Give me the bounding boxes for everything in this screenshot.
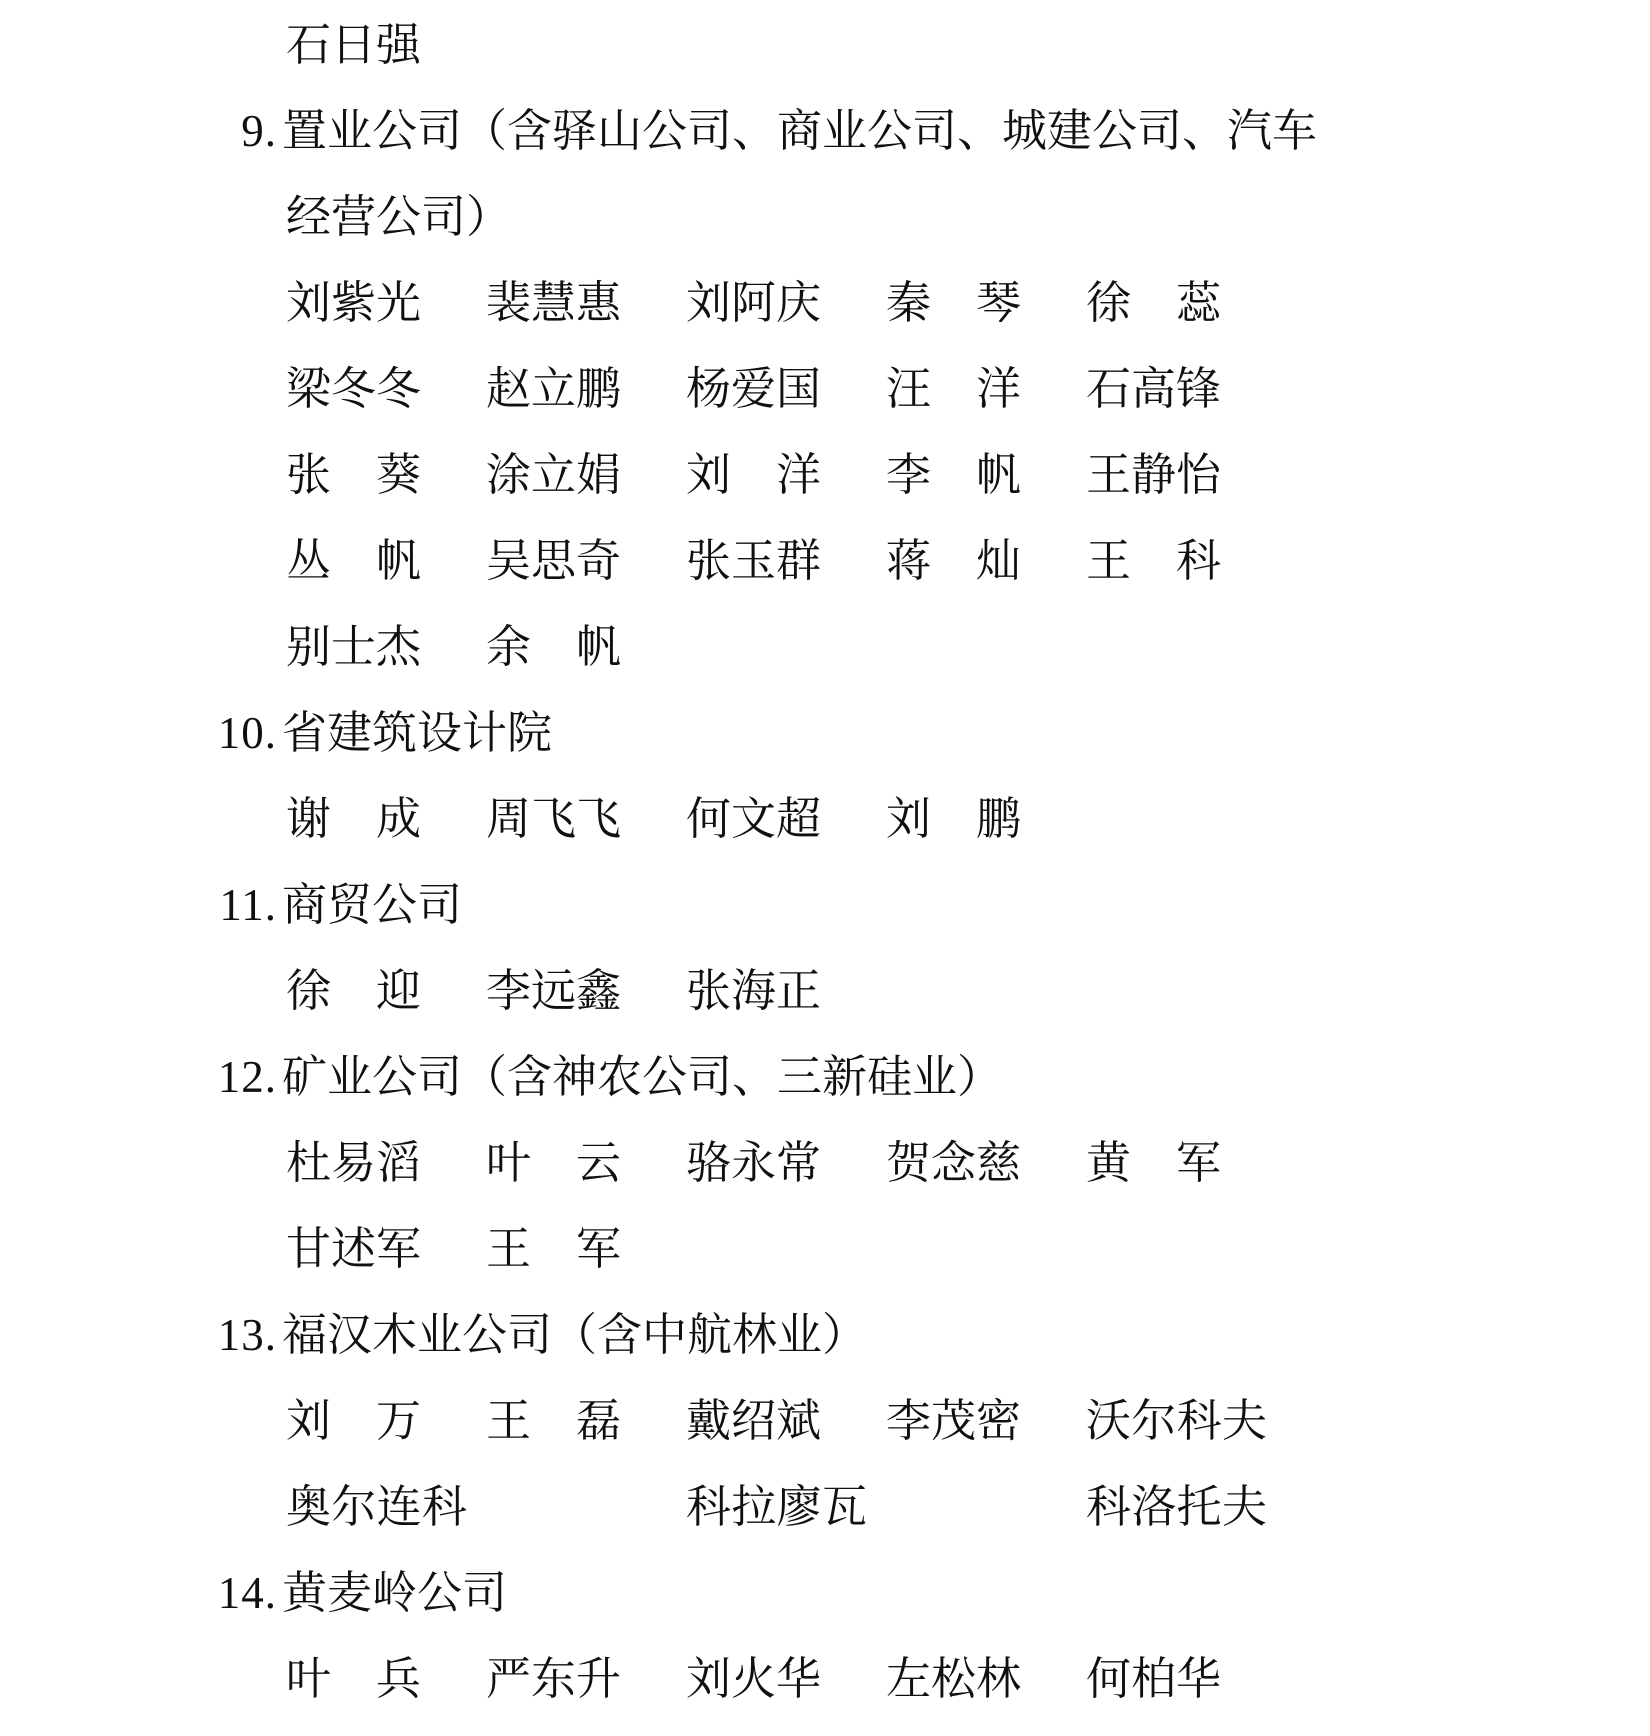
person-name: 何文超 xyxy=(686,794,822,844)
person-name: 奥尔连科 xyxy=(286,1482,467,1532)
person-name: 石高锋 xyxy=(1086,364,1222,414)
name-row xyxy=(0,948,1650,1034)
person-name: 甘述军 xyxy=(286,1224,422,1274)
name-row xyxy=(0,1378,1650,1464)
person-name: 科洛托夫 xyxy=(1086,1482,1267,1532)
person-name: 张海正 xyxy=(686,966,822,1016)
name-row xyxy=(0,518,1650,604)
person-name: 别士杰 xyxy=(286,622,422,672)
name-row xyxy=(0,260,1650,346)
name-row xyxy=(0,604,1650,690)
name-row xyxy=(0,432,1650,518)
person-name: 秦琴 xyxy=(886,278,1021,328)
person-name: 余帆 xyxy=(486,622,621,672)
person-name: 左松林 xyxy=(886,1654,1022,1704)
name-row xyxy=(0,346,1650,432)
person-name: 蒋灿 xyxy=(886,536,1021,586)
person-name: 周飞飞 xyxy=(486,794,622,844)
person-name: 刘鹏 xyxy=(886,794,1021,844)
person-name: 刘紫光 xyxy=(286,278,422,328)
person-name: 严东升 xyxy=(486,1654,622,1704)
person-name: 何柏华 xyxy=(1086,1654,1222,1704)
person-name: 王磊 xyxy=(486,1396,621,1446)
section-heading-line xyxy=(0,862,1650,948)
section-title: 黄麦岭公司 xyxy=(282,1568,508,1618)
section-number: 10. xyxy=(217,708,277,758)
section-title: 商贸公司 xyxy=(282,880,463,930)
person-name: 黄军 xyxy=(1086,1138,1221,1188)
person-name: 李帆 xyxy=(886,450,1021,500)
person-name: 王静怡 xyxy=(1086,450,1222,500)
name-row xyxy=(0,2,1650,88)
person-name: 刘火华 xyxy=(686,1654,822,1704)
person-name: 丛帆 xyxy=(286,536,421,586)
name-row xyxy=(0,1120,1650,1206)
section-heading-line xyxy=(0,1292,1650,1378)
person-name: 汪洋 xyxy=(886,364,1021,414)
person-name: 王军 xyxy=(486,1224,621,1274)
section-title: 省建筑设计院 xyxy=(282,708,553,758)
person-name: 张玉群 xyxy=(686,536,822,586)
person-name: 叶兵 xyxy=(286,1654,421,1704)
person-name: 沃尔科夫 xyxy=(1086,1396,1267,1446)
person-name: 骆永常 xyxy=(686,1138,822,1188)
section-number: 13. xyxy=(217,1310,277,1360)
person-name: 刘阿庆 xyxy=(686,278,822,328)
person-name: 科拉廖瓦 xyxy=(686,1482,867,1532)
person-name: 徐迎 xyxy=(286,966,421,1016)
section-title-continuation: 经营公司） xyxy=(286,192,512,242)
section-heading-line xyxy=(0,690,1650,776)
person-name: 刘万 xyxy=(286,1396,421,1446)
section-heading-line xyxy=(0,88,1650,174)
person-name: 刘洋 xyxy=(686,450,821,500)
section-title: 福汉木业公司（含中航林业） xyxy=(282,1310,868,1360)
section-title-continuation-line xyxy=(0,174,1650,260)
name-row xyxy=(0,1206,1650,1292)
person-name: 杨爱国 xyxy=(686,364,822,414)
person-name: 涂立娟 xyxy=(486,450,622,500)
section-number: 12. xyxy=(217,1052,277,1102)
person-name: 赵立鹏 xyxy=(486,364,622,414)
section-title: 置业公司（含驿山公司、商业公司、城建公司、汽车 xyxy=(282,106,1318,156)
person-name: 李远鑫 xyxy=(486,966,622,1016)
section-number: 14. xyxy=(217,1568,277,1618)
section-heading-line xyxy=(0,1034,1650,1120)
section-number: 11. xyxy=(219,880,277,930)
person-name: 梁冬冬 xyxy=(286,364,422,414)
person-name: 王科 xyxy=(1086,536,1221,586)
person-name: 贺念慈 xyxy=(886,1138,1022,1188)
person-name: 戴绍斌 xyxy=(686,1396,822,1446)
name-row xyxy=(0,1464,1650,1550)
person-name: 张葵 xyxy=(286,450,421,500)
name-row xyxy=(0,776,1650,862)
section-title: 矿业公司（含神农公司、三新硅业） xyxy=(282,1052,1003,1102)
section-heading-line xyxy=(0,1550,1650,1636)
person-name: 石日强 xyxy=(286,20,422,70)
person-name: 裴慧惠 xyxy=(486,278,622,328)
person-name: 谢成 xyxy=(286,794,421,844)
name-row xyxy=(0,1636,1650,1722)
person-name: 徐蕊 xyxy=(1086,278,1221,328)
person-name: 李茂密 xyxy=(886,1396,1022,1446)
person-name: 杜易滔 xyxy=(286,1138,422,1188)
person-name: 叶云 xyxy=(486,1138,621,1188)
section-number: 9. xyxy=(241,106,277,156)
person-name: 吴思奇 xyxy=(486,536,622,586)
